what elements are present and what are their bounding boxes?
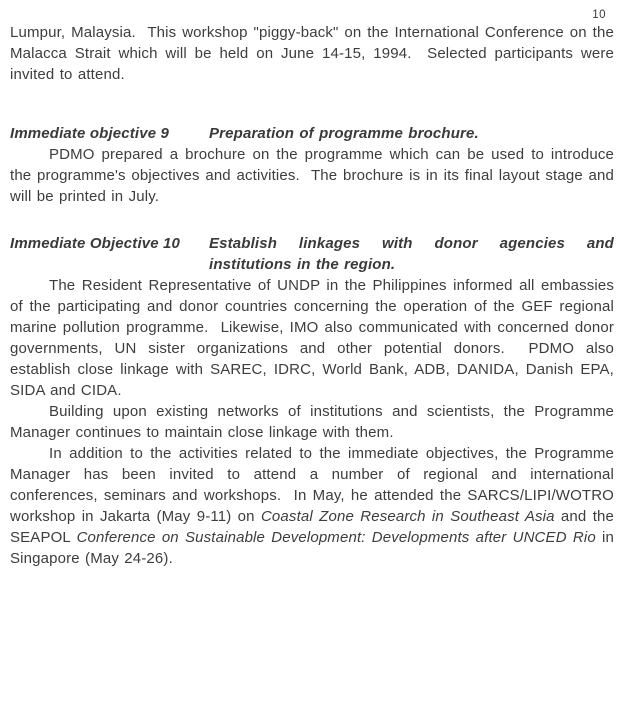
heading-title: Preparation of programme brochure.: [209, 125, 479, 142]
heading-label: Immediate Objective 10: [10, 235, 181, 252]
section-heading-objective-10: [10, 233, 614, 275]
heading-label: Immediate objective 9: [10, 125, 170, 142]
paragraph-donor-linkages: The Resident Representative of UNDP in the Philippines informed all embassies of the participating and donor countries concerning the operation of the GEF regional marine pollution programme. Likewise, IMO also communicated with concerned donor governments, UN sister organizations and other potential donors. PDMO also establish close linkage with SAREC, IDRC, World Bank, ADB, DANIDA, Danish EPA, SIDA and CIDA.: [10, 277, 614, 399]
intro-paragraph: Lumpur, Malaysia. This workshop "piggy-back" on the International Conference on the Malacca Strait which will be held on June 14-15, 1994. Selected participants were invited to attend.: [10, 24, 614, 83]
heading-title: Establish linkages with donor agencies and institutions in the region.: [209, 235, 614, 273]
page-number: 10: [592, 9, 606, 21]
section-heading-objective-9: [10, 123, 614, 144]
paragraph-conferences: In addition to the activities related to the immediate objectives, the Programme Manager has been invited to attend a number of regional and international conferences, seminars and workshops. In May, he attended the SARCS/LIPI/WOTRO workshop in Jakarta (May 9-11) on Coastal Zone Research in Southeast Asia and the SEAPOL Conference on Sustainable Development: Developments after UNCED Rio in Singapore (May 24-26).: [10, 445, 614, 567]
paragraph-networks: Building upon existing networks of institutions and scientists, the Programme Manager continues to maintain close linkage with them.: [10, 403, 614, 441]
paragraph-brochure: PDMO prepared a brochure on the programme which can be used to introduce the programme's objectives and activities. The brochure is in its final layout stage and will be printed in July.: [10, 146, 614, 205]
